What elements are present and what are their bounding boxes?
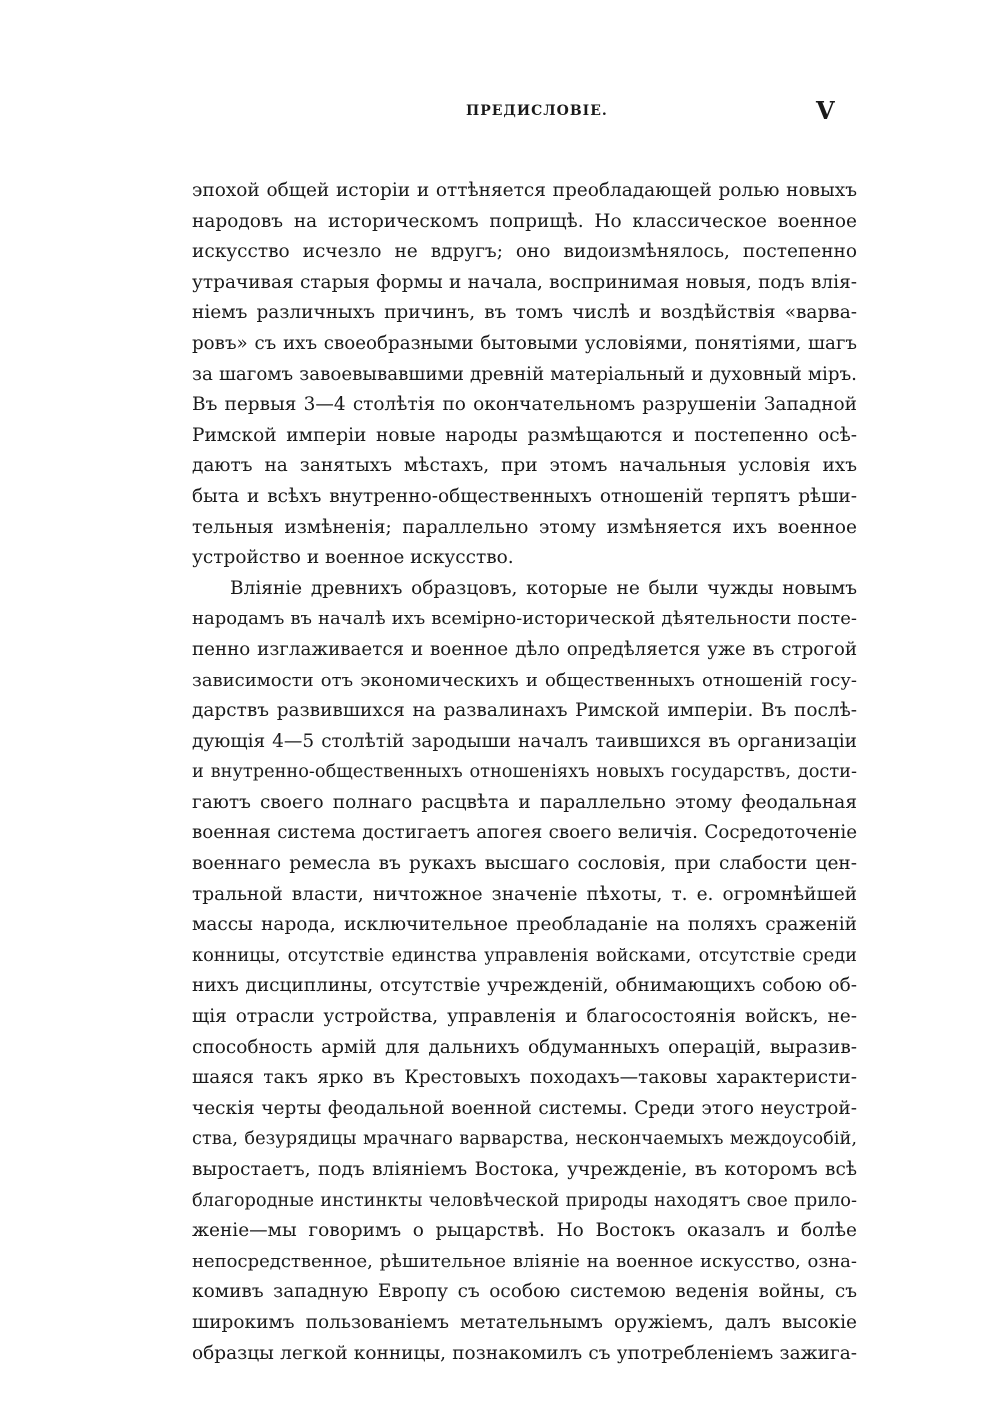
text-line: устройство и военное искусство. bbox=[192, 547, 514, 569]
running-head-title: ПРЕДИСЛОВІЕ. bbox=[466, 103, 608, 119]
page-number: V bbox=[816, 96, 835, 125]
text-line: тельныя измѣненія; параллельно этому измѣняется ихъ военное bbox=[192, 516, 857, 538]
text-line: непосредственное, рѣшительное вліяніе на военное искусство, озна- bbox=[192, 1250, 857, 1272]
text-line: утрачивая старыя формы и начала, воспринимая новыя, подъ влія- bbox=[192, 271, 857, 293]
text-line: народовъ на историческомъ поприщѣ. Но классическое военное bbox=[192, 210, 857, 232]
text-line: широкимъ пользованіемъ метательнымъ оружіемъ, далъ высокіе bbox=[192, 1311, 857, 1333]
text-line: даютъ на занятыхъ мѣстахъ, при этомъ начальныя условія ихъ bbox=[192, 455, 857, 477]
text-line: Вліяніе древнихъ образцовъ, которые не были чужды новымъ bbox=[230, 577, 857, 599]
paragraph-1 bbox=[192, 176, 857, 574]
text-line: гаютъ своего полнаго расцвѣта и параллельно этому феодальная bbox=[192, 791, 857, 813]
text-line: дующія 4—5 столѣтій зародыши началъ таившихся въ организаціи bbox=[192, 730, 857, 752]
text-line: способность армій для дальнихъ обдуманныхъ операцій, выразив- bbox=[192, 1036, 857, 1058]
text-line: ровъ» съ ихъ своеобразными бытовыми условіями, понятіями, шагъ bbox=[192, 332, 857, 354]
text-line: образцы легкой конницы, познакомилъ съ употребленіемъ зажига- bbox=[192, 1342, 857, 1364]
text-line: Римской имперіи новые народы размѣщаются и постепенно осѣ- bbox=[192, 424, 857, 446]
text-line: шаяся такъ ярко въ Крестовыхъ походахъ—таковы характеристи- bbox=[192, 1067, 857, 1089]
text-line: быта и всѣхъ внутренно-общественныхъ отношеній терпятъ рѣши- bbox=[192, 485, 857, 507]
text-line: массы народа, исключительное преобладаніе на поляхъ сраженій bbox=[192, 914, 857, 936]
text-line: за шагомъ завоевывавшими древній матеріальный и духовный міръ. bbox=[192, 363, 857, 385]
text-line: комивъ западную Европу съ особою системою веденія войны, съ bbox=[192, 1281, 857, 1303]
paragraph-2 bbox=[192, 574, 857, 1369]
text-line: зависимости отъ экономическихъ и общественныхъ отношеній госу- bbox=[192, 669, 857, 691]
text-line: ства, безурядицы мрачнаго варварства, нескончаемыхъ междоусобій, bbox=[192, 1129, 857, 1150]
text-line: народамъ въ началѣ ихъ всемірно-исторической дѣятельности посте- bbox=[192, 608, 857, 630]
text-line: женіе—мы говоримъ о рыцарствѣ. Но Востокъ оказалъ и болѣе bbox=[192, 1220, 857, 1242]
text-line: благородные инстинкты человѣческой природы находятъ свое прило- bbox=[192, 1190, 857, 1211]
text-line: Въ первыя 3—4 столѣтія по окончательномъ разрушеніи Западной bbox=[192, 394, 857, 416]
text-line: пенно изглаживается и военное дѣло опредѣляется уже въ строгой bbox=[192, 638, 857, 660]
text-line: конницы, отсутствіе единства управленія войсками, отсутствіе среди bbox=[192, 945, 857, 966]
text-line: щія отрасли устройства, управленія и благосостоянія войскъ, не- bbox=[192, 1006, 857, 1028]
text-line: нихъ дисциплины, отсутствіе учрежденій, обнимающихъ собою об- bbox=[192, 975, 857, 997]
text-line: и внутренно-общественныхъ отношеніяхъ новыхъ государствъ, дости- bbox=[192, 762, 857, 783]
text-line: искусство исчезло не вдругъ; оно видоизмѣнялось, постепенно bbox=[192, 241, 857, 263]
text-line: эпохой общей исторіи и оттѣняется преобладающей ролью новыхъ bbox=[192, 180, 857, 201]
text-line: ческія черты феодальной военной системы. Среди этого неустрой- bbox=[192, 1097, 857, 1119]
text-line: военная система достигаетъ апогея своего величія. Сосредоточеніе bbox=[192, 822, 857, 844]
text-line: дарствъ развившихся на развалинахъ Римской имперіи. Въ послѣ- bbox=[192, 700, 857, 722]
text-line: тральной власти, ничтожное значеніе пѣхоты, т. е. огромнѣйшей bbox=[192, 883, 857, 905]
text-line: ніемъ различныхъ причинъ, въ томъ числѣ и воздѣйствія «варва- bbox=[192, 302, 857, 324]
body-text bbox=[192, 176, 857, 1369]
text-line: военнаго ремесла въ рукахъ высшаго сословія, при слабости цен- bbox=[192, 853, 857, 875]
text-line: выростаетъ, подъ вліяніемъ Востока, учрежденіе, въ которомъ всѣ bbox=[192, 1159, 857, 1180]
